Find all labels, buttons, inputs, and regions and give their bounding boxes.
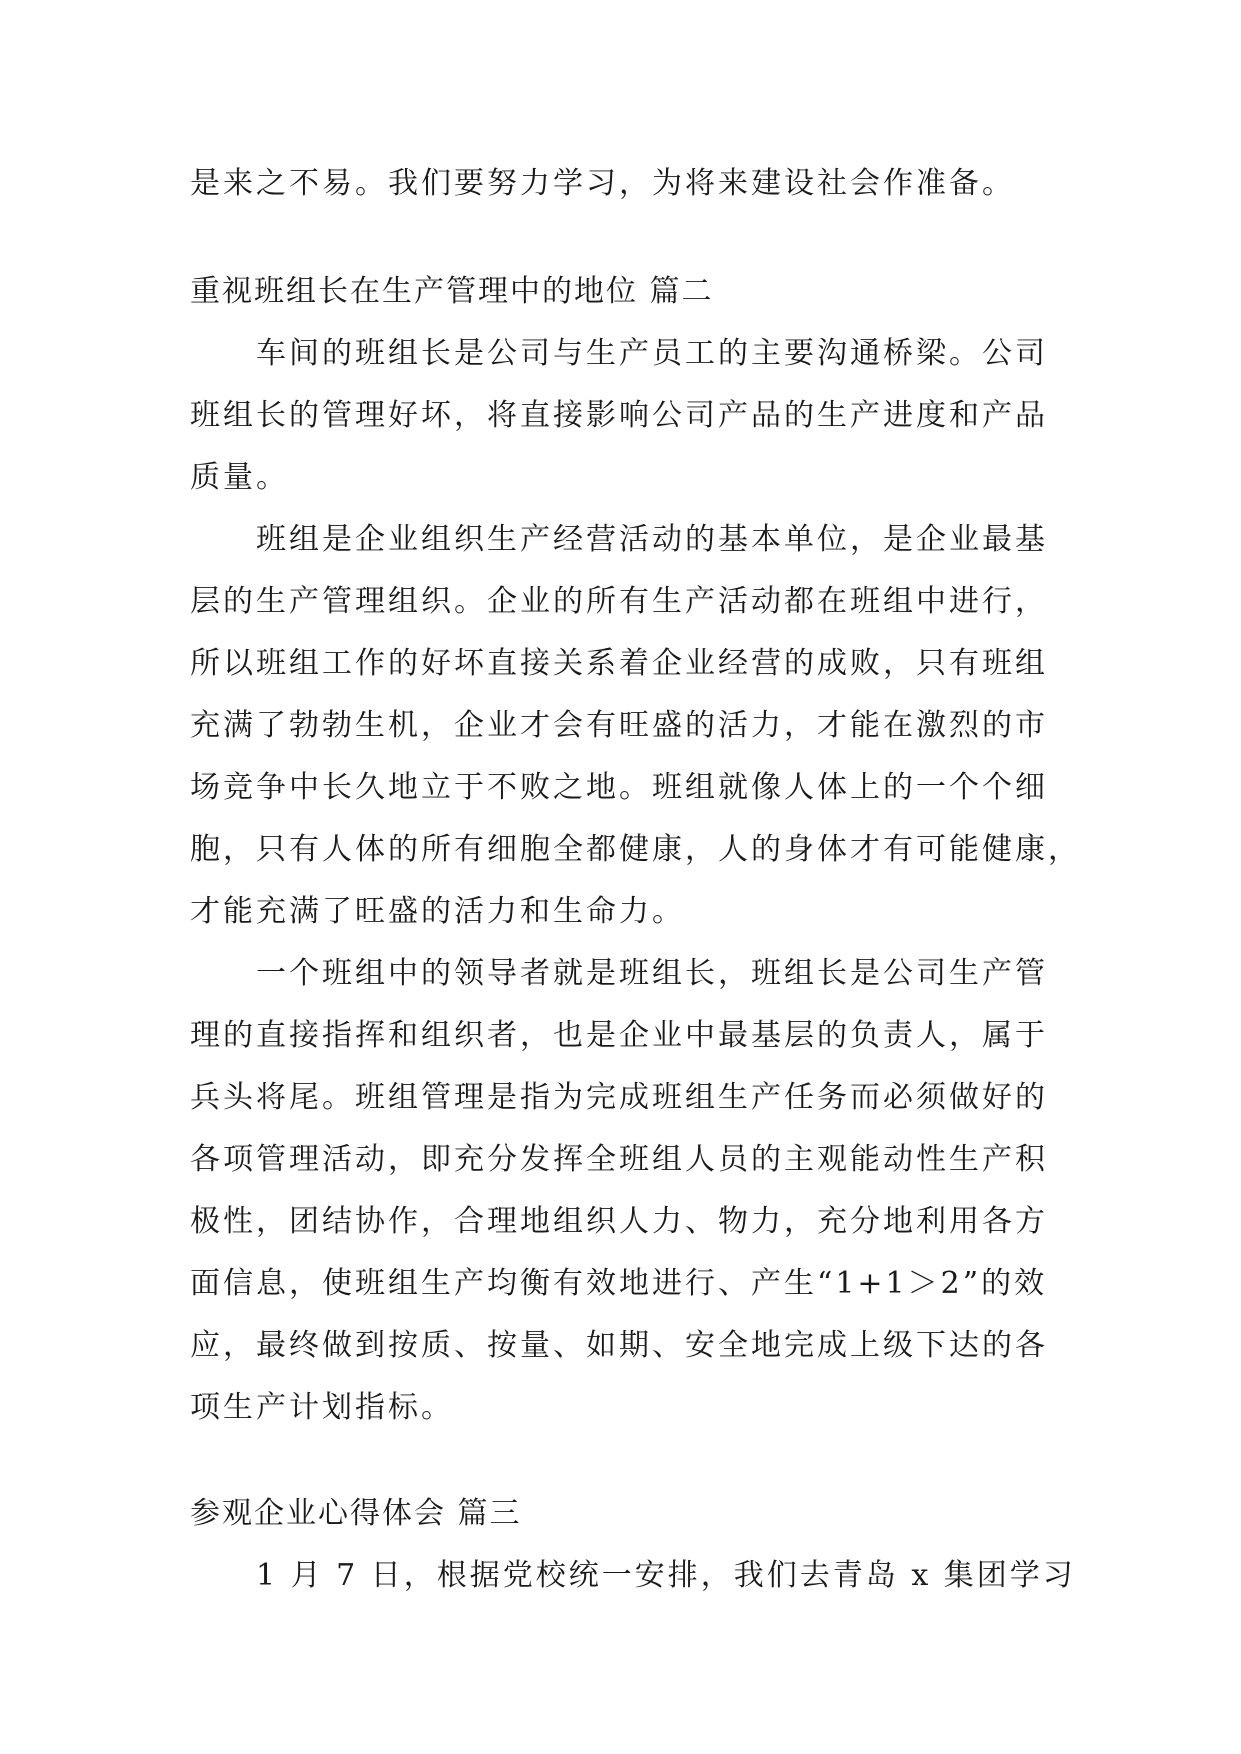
paragraph-line: 所以班组工作的好坏直接关系着企业经营的成败，只有班组 xyxy=(190,646,1048,681)
paragraph-line: 质量。 xyxy=(190,460,289,495)
paragraph-line: 层的生产管理组织。企业的所有生产活动都在班组中进行， xyxy=(190,584,1048,619)
paragraph-line: 极性，团结协作，合理地组织人力、物力，充分地利用各方 xyxy=(190,1204,1048,1239)
paragraph-line: 班组是企业组织生产经营活动的基本单位，是企业最基 xyxy=(256,522,1048,557)
paragraph-line: 项生产计划指标。 xyxy=(190,1390,454,1425)
paragraph-line: 班组长的管理好坏，将直接影响公司产品的生产进度和产品 xyxy=(190,398,1048,433)
section-heading-part-three: 参观企业心得体会 篇三 xyxy=(190,1496,522,1531)
paragraph-line: 兵头将尾。班组管理是指为完成班组生产任务而必须做好的 xyxy=(190,1080,1048,1115)
paragraph-line: 理的直接指挥和组织者，也是企业中最基层的负责人，属于 xyxy=(190,1018,1048,1053)
paragraph-continuation-line: 是来之不易。我们要努力学习，为将来建设社会作准备。 xyxy=(190,166,1015,201)
section-heading-part-two: 重视班组长在生产管理中的地位 篇二 xyxy=(190,274,714,309)
paragraph-line: 胞，只有人体的所有细胞全都健康，人的身体才有可能健康， xyxy=(190,832,1081,867)
paragraph-line: 才能充满了旺盛的活力和生命力。 xyxy=(190,894,685,929)
paragraph-line: 充满了勃勃生机，企业才会有旺盛的活力，才能在激烈的市 xyxy=(190,708,1048,743)
paragraph-line: 车间的班组长是公司与生产员工的主要沟通桥梁。公司 xyxy=(256,336,1048,371)
paragraph-line: 一个班组中的领导者就是班组长，班组长是公司生产管 xyxy=(256,956,1048,991)
paragraph-line: 各项管理活动，即充分发挥全班组人员的主观能动性生产积 xyxy=(190,1142,1048,1177)
paragraph-line: 应，最终做到按质、按量、如期、安全地完成上级下达的各 xyxy=(190,1328,1048,1363)
paragraph-line: 场竞争中长久地立于不败之地。班组就像人体上的一个个细 xyxy=(190,770,1048,805)
paragraph-line: 1 月 7 日，根据党校统一安排，我们去青岛 x 集团学习 xyxy=(256,1558,1076,1593)
paragraph-line: 面信息，使班组生产均衡有效地进行、产生“1+1＞2”的效 xyxy=(190,1266,1048,1301)
